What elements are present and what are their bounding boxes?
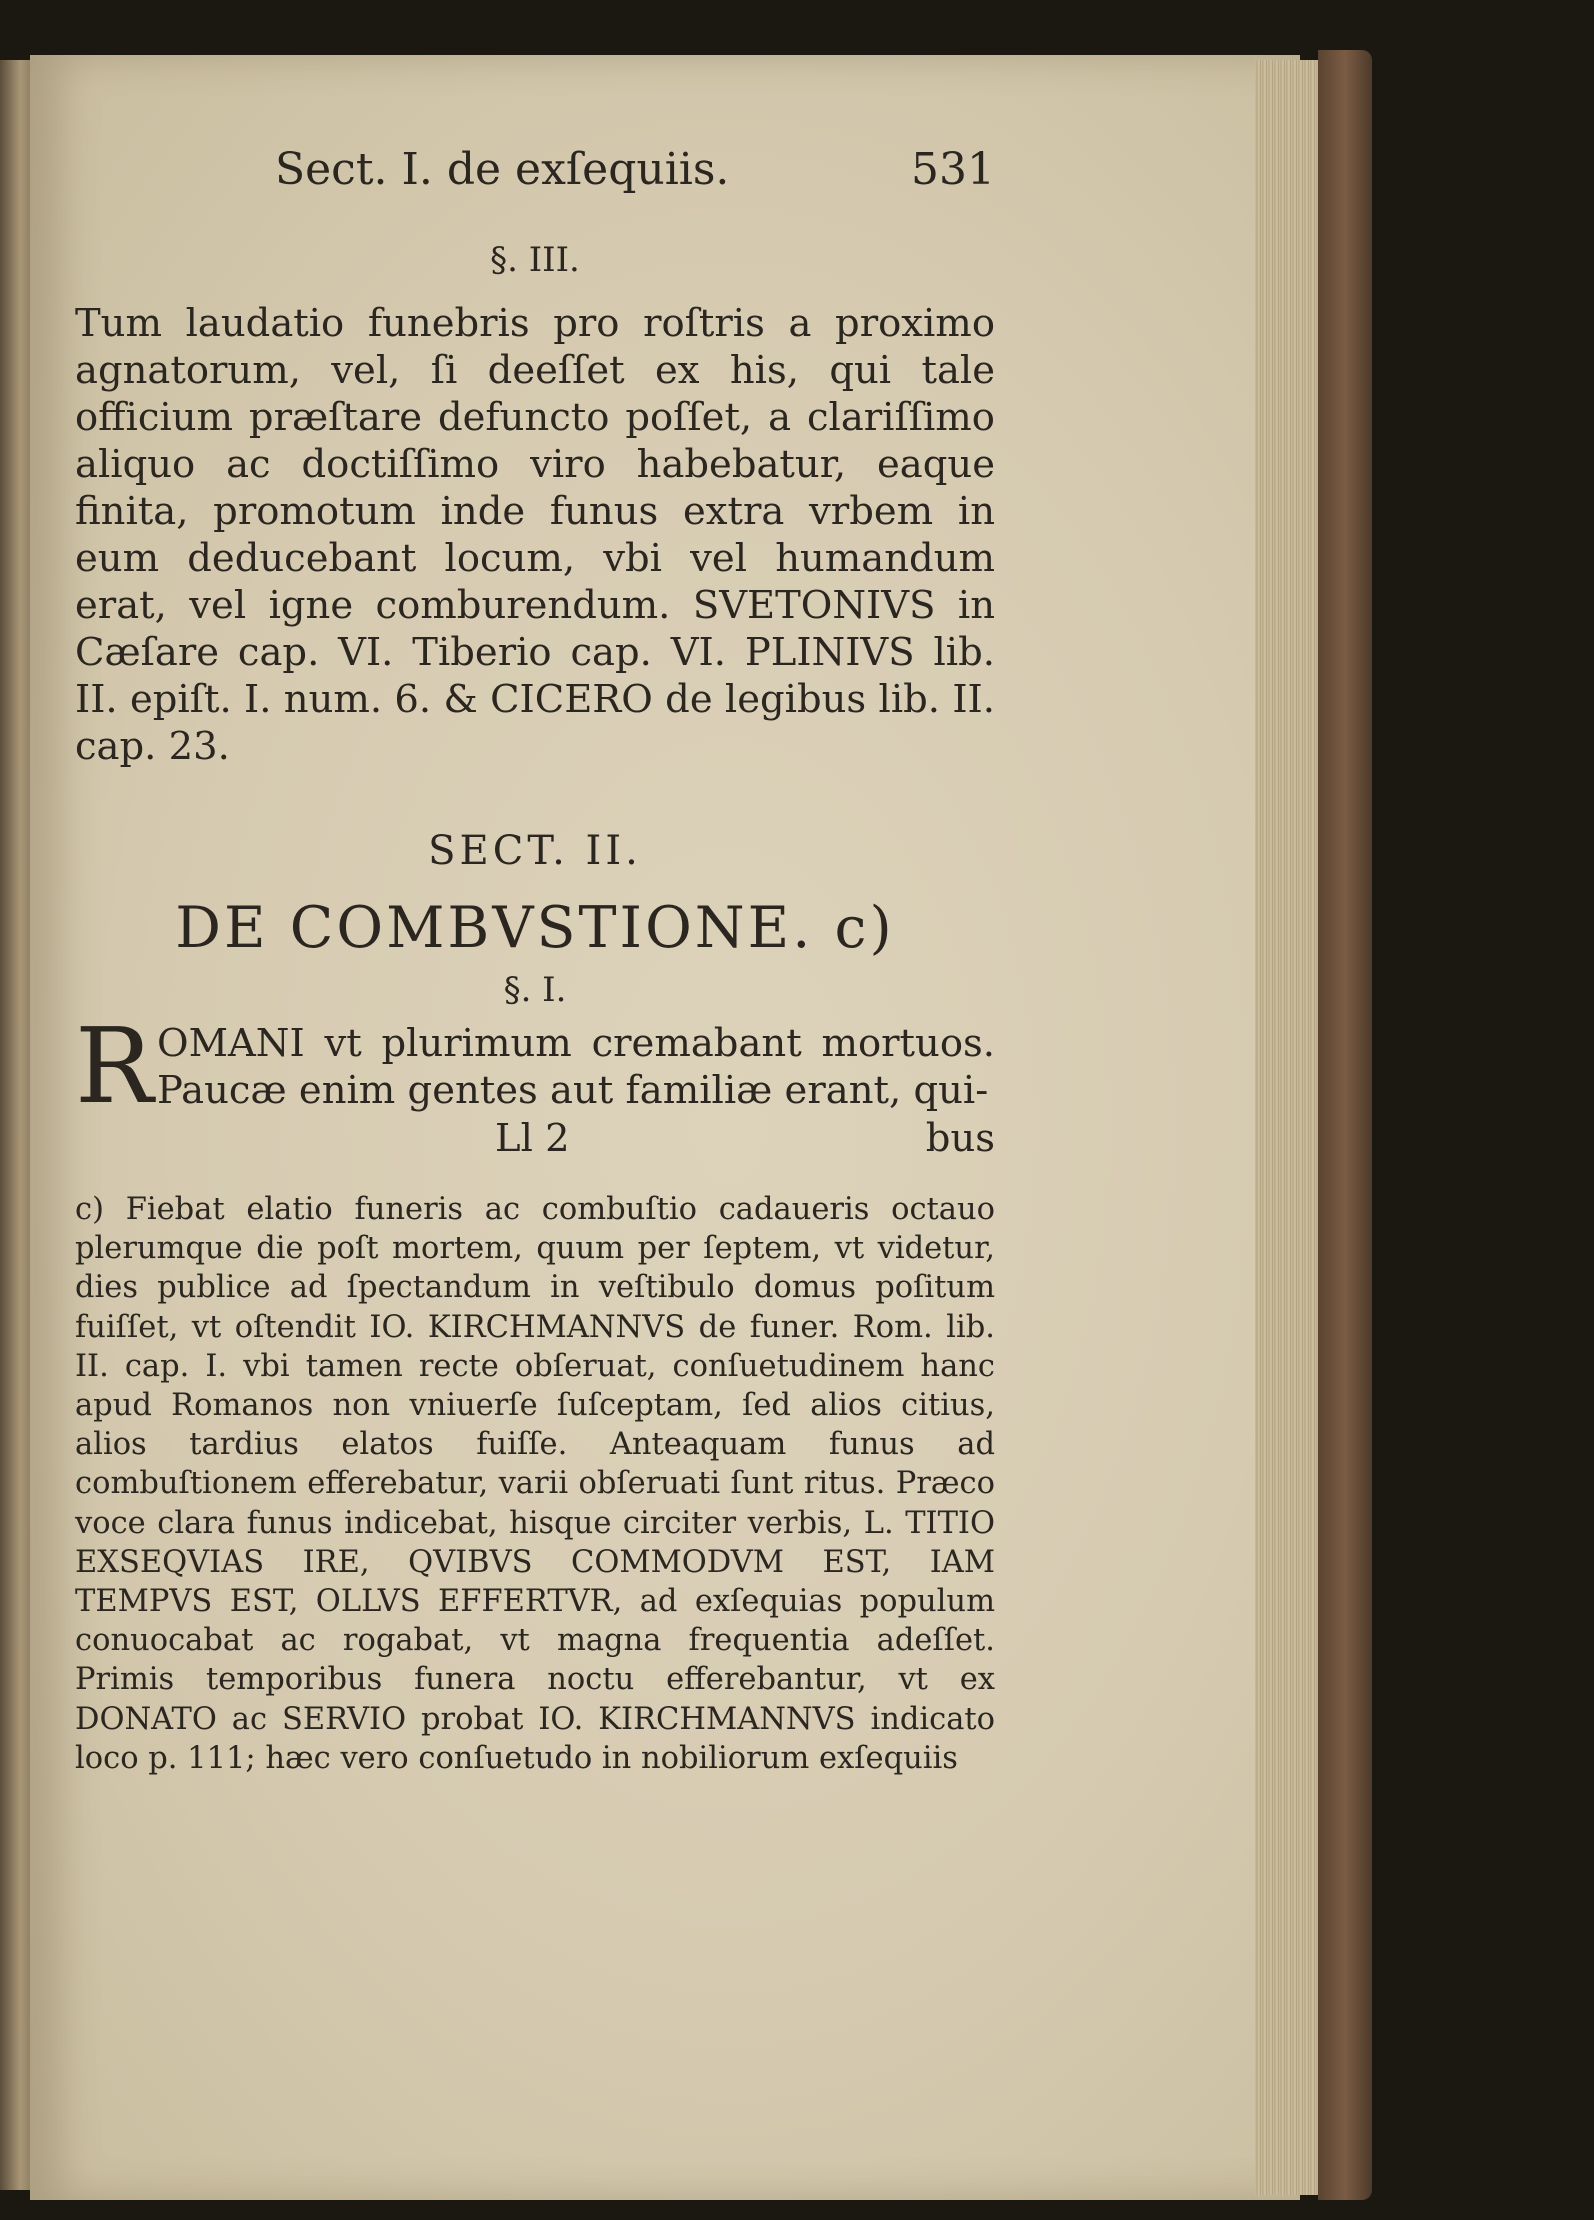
running-head-title: Sect. I. de exſequiis.	[275, 144, 730, 195]
section-title: DE COMBVSTIONE. c)	[175, 895, 895, 961]
signature-mark: Ll 2	[495, 1116, 570, 1161]
page-edges	[1255, 60, 1323, 2195]
paragraph-heading-iii: §. III.	[490, 240, 580, 280]
footnote-c: c) Fiebat elatio funeris ac combuſtio cadaueris octauo plerumque die poſt mortem, quum per ſeptem, vt videtur, dies publice ad ſpectandum in veſtibulo domus poſitum fuiſſet, vt oſtendit IO. KIRCHMANNVS de funer. Rom. lib. II. cap. I. vbi tamen recte obſeruat, conſuetudinem hanc apud Romanos non vniuerſe ſuſceptam, ſed alios citius, alios tardius elatos fuiſſe. Anteaquam funus ad combuſtionem efferebatur, varii obſeruati ſunt ritus. Præco voce clara funus indicebat, hisque circiter verbis, L. TITIO EXSEQVIAS IRE, QVIBVS COMMODVM EST, IAM TEMPVS EST, OLLVS EFFERTVR, ad exſequias populum conuocabat ac rogabat, vt magna frequentia adeſſet. Primis temporibus funera noctu efferebantur, vt ex DONATO ac SERVIO probat IO. KIRCHMANNVS indicato loco p. 111; hæc vero conſuetudo in nobiliorum exſequiis	[75, 1192, 995, 1776]
paragraph-i-text: OMANI vt plurimum cremabant mortuos. Paucæ enim gentes aut familiæ erant, qui-	[157, 1021, 995, 1113]
running-head	[75, 140, 995, 200]
catchline	[75, 1115, 995, 1165]
section-label: SECT. II.	[428, 828, 642, 874]
book-cover	[1318, 50, 1372, 2200]
catchword: bus	[925, 1116, 995, 1161]
page-number: 531	[911, 144, 995, 195]
paragraph-iii-text: Tum laudatio funebris pro roſtris a proximo agnatorum, vel, ſi deeſſet ex his, qui tale officium præſtare defuncto poſſet, a clariſſimo aliquo ac doctiſſimo viro habebatur, eaque finita, promotum inde funus extra vrbem in eum deducebant locum, vbi vel humandum erat, vel igne comburendum. SVETONIVS in Cæſare cap. VI. Tiberio cap. VI. PLINIVS lib. II. epiſt. I. num. 6. & CICERO de legibus lib. II. cap. 23.	[75, 301, 995, 769]
paragraph-i	[75, 1005, 995, 1127]
facing-page-edge	[0, 60, 34, 2190]
paragraph-heading-i: §. I.	[503, 970, 567, 1010]
drop-cap: R	[75, 1005, 154, 1127]
